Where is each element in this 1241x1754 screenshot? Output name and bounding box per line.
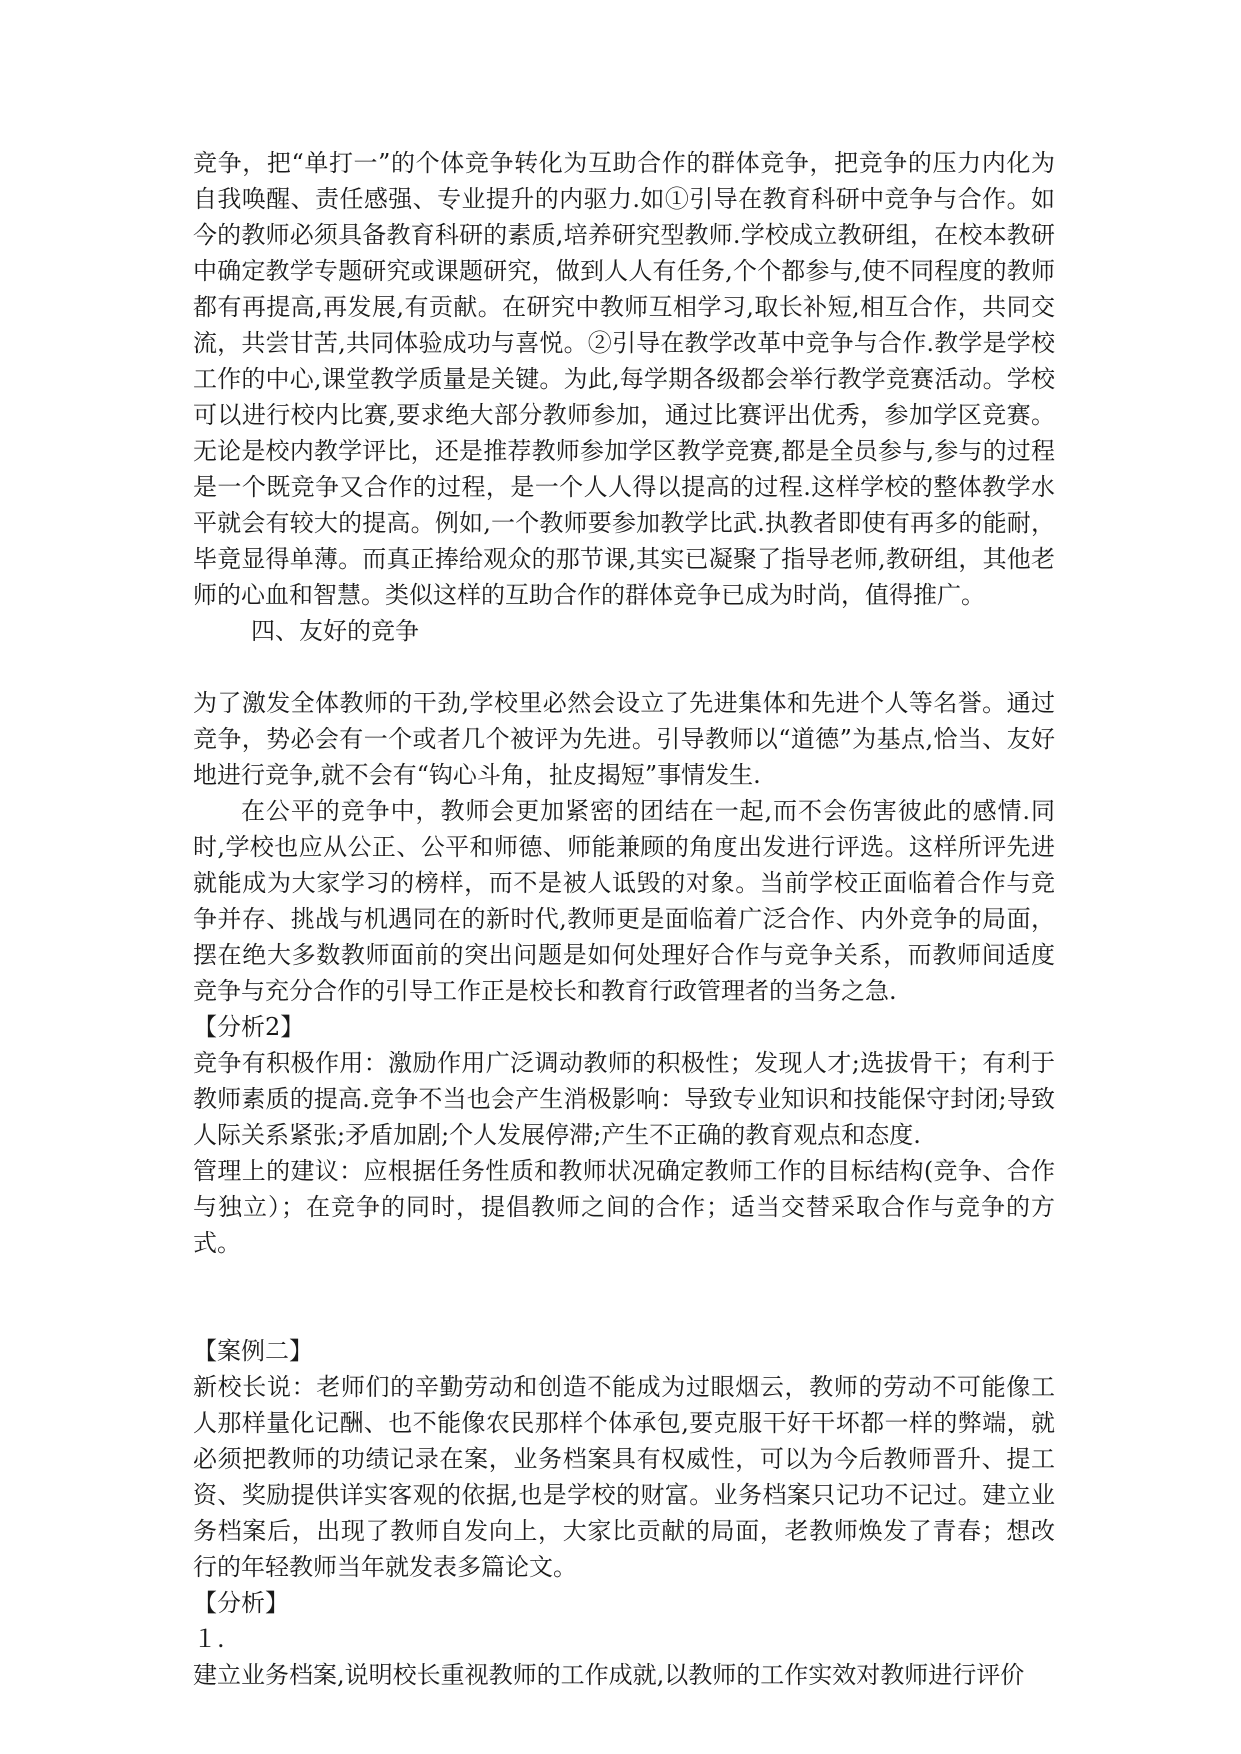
friendly-competition-paragraph-2: 在公平的竞争中，教师会更加紧密的团结在一起,而不会伤害彼此的感情.同时,学校也应从公正、公平和师德、师能兼顾的角度出发进行评选。这样所评先进就能成为大家学习的榜样，而不是被人诋毁的对象。当前学校正面临着合作与竞争并存、挑战与机遇同在的新时代,教师更是面临着广泛合作、内外竞争的局面，摆在绝大多数教师面前的突出问题是如何处理好合作与竞争关系，而教师间适度竞争与充分合作的引导工作正是校长和教育行政管理者的当务之急.	[193, 797, 1055, 1005]
blank-line	[193, 649, 1055, 685]
analysis-2-paragraph-1: 竞争有积极作用：激励作用广泛调动教师的积极性；发现人才;选拔骨干；有利于教师素质的提高.竞争不当也会产生消极影响：导致专业知识和技能保守封闭;导致人际关系紧张;矛盾加剧;个人发展停滞;产生不正确的教育观点和态度.	[193, 1049, 1055, 1149]
analysis-item-text: 建立业务档案,说明校长重视教师的工作成就,以教师的工作实效对教师进行评价	[193, 1661, 1025, 1689]
analysis-2-heading: 【分析2】	[193, 1013, 305, 1041]
case-2-heading: 【案例二】	[193, 1337, 313, 1365]
competition-cooperation-paragraph: 竞争，把“单打一”的个体竞争转化为互助合作的群体竞争，把竞争的压力内化为自我唤醒、责任感强、专业提升的内驱力.如①引导在教育科研中竞争与合作。如今的教师必须具备教育科研的素质,培养研究型教师.学校成立教研组，在校本教研中确定教学专题研究或课题研究，做到人人有任务,个个都参与,使不同程度的教师都有再提高,再发展,有贡献。在研究中教师互相学习,取长补短,相互合作，共同交流，共尝甘苦,共同体验成功与喜悦。②引导在教学改革中竞争与合作.教学是学校工作的中心,课堂教学质量是关键。为此,每学期各级都会举行教学竞赛活动。学校可以进行校内比赛,要求绝大部分教师参加，通过比赛评出优秀，参加学区竞赛。无论是校内教学评比，还是推荐教师参加学区教学竞赛,都是全员参与,参与的过程是一个既竞争又合作的过程，是一个人人得以提高的过程.这样学校的整体教学水平就会有较大的提高。例如,一个教师要参加教学比武.执教者即使有再多的能耐，毕竟显得单薄。而真正捧给观众的那节课,其实已凝聚了指导老师,教研组，其他老师的心血和智慧。类似这样的互助合作的群体竞争已成为时尚，值得推广。	[193, 149, 1055, 609]
document-page	[193, 145, 1055, 1693]
section-heading-friendly-competition: 四、友好的竞争	[251, 617, 419, 645]
analysis-item-number: １.	[193, 1625, 225, 1653]
case-2-paragraph: 新校长说：老师们的辛勤劳动和创造不能成为过眼烟云，教师的劳动不可能像工人那样量化记酬、也不能像农民那样个体承包,要克服干好干坏都一样的弊端，就必须把教师的功绩记录在案，业务档案具有权威性，可以为今后教师晋升、提工资、奖励提供详实客观的依据,也是学校的财富。业务档案只记功不记过。建立业务档案后，出现了教师自发向上，大家比贡献的局面，老教师焕发了青春；想改行的年轻教师当年就发表多篇论文。	[193, 1373, 1055, 1581]
analysis-heading: 【分析】	[193, 1589, 289, 1617]
analysis-2-paragraph-2: 管理上的建议：应根据任务性质和教师状况确定教师工作的目标结构(竞争、合作与独立）；在竞争的同时，提倡教师之间的合作；适当交替采取合作与竞争的方式。	[193, 1157, 1055, 1257]
friendly-competition-paragraph-1: 为了激发全体教师的干劲,学校里必然会设立了先进集体和先进个人等名誉。通过竞争，势必会有一个或者几个被评为先进。引导教师以“道德”为基点,恰当、友好地进行竞争,就不会有“钩心斗角，扯皮揭短”事情发生.	[193, 689, 1055, 789]
blank-lines	[193, 1261, 1055, 1333]
